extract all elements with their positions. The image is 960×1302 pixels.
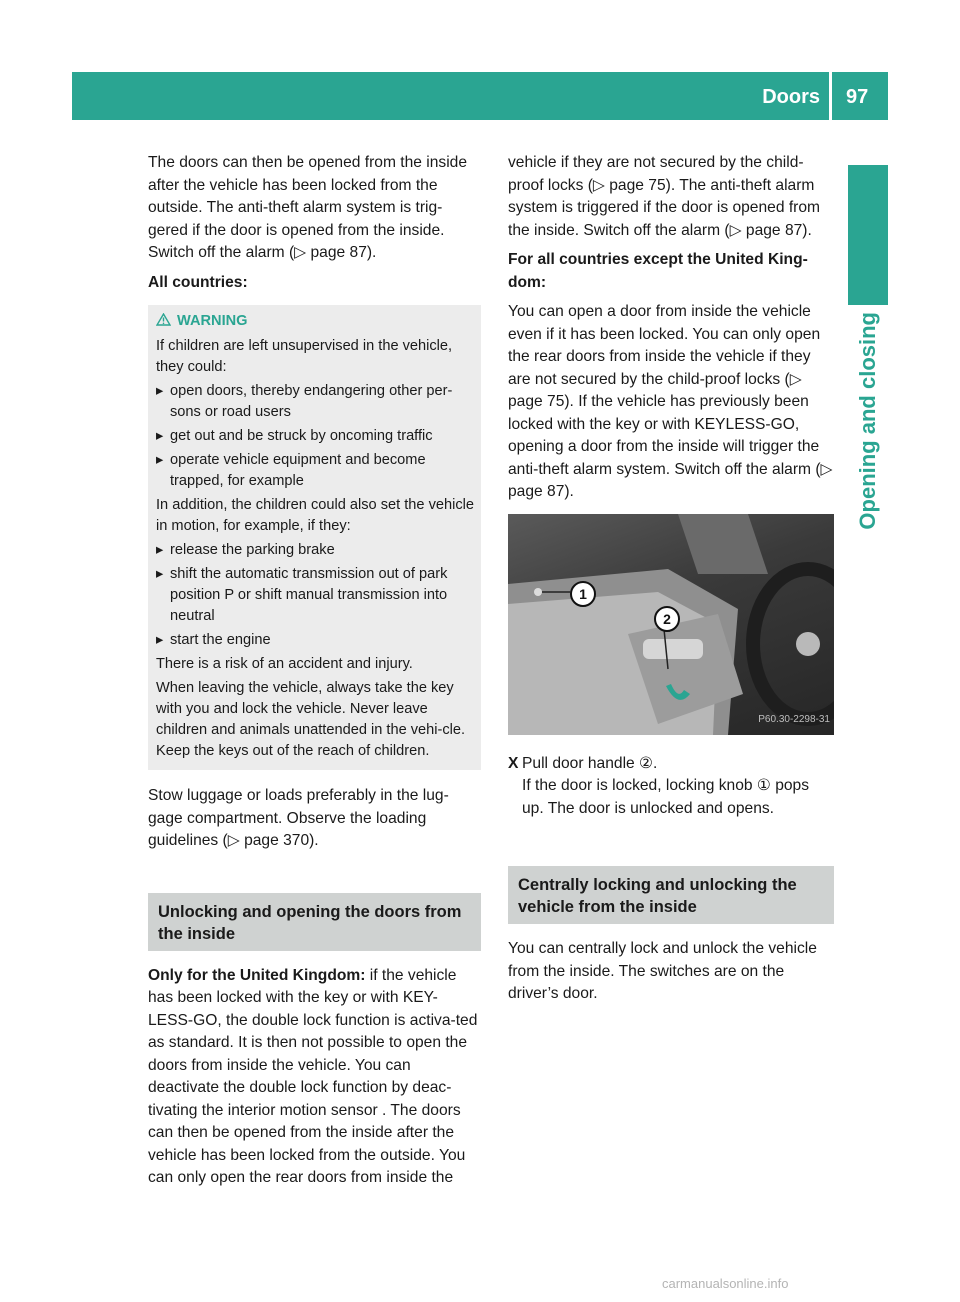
warning-triangle-icon [156, 313, 171, 326]
bullet-item [156, 381, 475, 423]
uk-text: if the vehicle has been locked with the key or with KEY-LESS-GO, the double lock function is activa-ted as standard. It is then not possible to open the doors from inside the vehicle. You can deactivate the double lock function by deac-tivating the interior motion sensor . The doors can then be opened from the inside after the vehicle has been locked from the outside. You can only open the rear doors from inside the [148, 966, 478, 1186]
uk-paragraph [148, 965, 481, 1190]
callout-1: 1 [570, 581, 596, 607]
watermark: carmanualsonline.info [662, 1276, 789, 1291]
all-countries-label: All countries: [148, 273, 248, 291]
bullet-item [156, 450, 475, 492]
door-interior-figure [508, 514, 834, 735]
step-text: If the door is locked, locking knob ① pops up. The door is unlocked and opens. [522, 777, 810, 817]
central-paragraph: You can centrally lock and unlock the vehicle from the inside. The switches are on the driver’s door. [508, 940, 817, 1002]
bullet-text: operate vehicle equipment and become trapped, for example [170, 452, 426, 489]
continuation-paragraph: vehicle if they are not secured by the child-proof locks (▷ page 75). The anti-theft alarm system is triggered if the door is opened from the inside. Switch off the alarm (▷ page 87). [508, 154, 821, 239]
bullet-item [156, 540, 475, 561]
bullet-marker: ▸ [156, 383, 164, 399]
except-uk-paragraph: You can open a door from inside the vehicle even if it has been locked. You can only open the rear doors from inside the vehicle if they are not secured by the child-proof locks (▷ page 75). If the vehicle has previously been locked with the key or with KEYLESS-GO, opening a door from the inside will trigger the anti-theft alarm system. Switch off the alarm (▷ page 87). [508, 303, 833, 500]
bullet-item [156, 426, 475, 447]
bullet-marker: ▸ [156, 452, 164, 468]
uk-label: Only for the United Kingdom: [148, 966, 366, 984]
bullet-item [156, 564, 475, 627]
right-column [508, 152, 834, 1013]
warning-paragraph: When leaving the vehicle, always take the key with you and lock the vehicle. Never leave children and animals unattended in the vehi-cle. Keep the keys out of the reach of children. [156, 680, 466, 759]
section-heading-unlocking: Unlocking and opening the doors from the inside [148, 893, 481, 951]
intro-paragraph: The doors can then be opened from the inside after the vehicle has been locked from the outside. The anti-theft alarm system is trig-gered if the door is opened from the inside. Switch off the alarm (▷ page 87). [148, 154, 468, 261]
bullet-text: start the engine [170, 632, 271, 648]
except-uk-label: For all countries except the United King-dom: [508, 251, 808, 291]
warning-heading [156, 311, 475, 332]
warning-box [148, 305, 481, 770]
bullet-text: open doors, thereby endangering other per-sons or road users [170, 383, 453, 420]
page-number: 97 [846, 86, 869, 108]
stow-paragraph: Stow luggage or loads preferably in the lug-gage compartment. Observe the loading guidelines (▷ page 370). [148, 787, 449, 849]
warning-paragraph: If children are left unsupervised in the vehicle, they could: [156, 338, 453, 375]
warning-paragraph: In addition, the children could also set the vehicle in motion, for example, if they: [156, 497, 475, 534]
instruction-step [508, 753, 834, 821]
section-heading-central-locking: Centrally locking and unlocking the vehicle from the inside [508, 866, 834, 924]
bullet-marker: ▸ [156, 566, 164, 582]
step-marker: X [508, 754, 519, 772]
bullet-item [156, 630, 475, 651]
step-title: Pull door handle ②. [522, 754, 658, 772]
bullet-text: shift the automatic transmission out of park position P or shift manual transmission into neutral [170, 566, 448, 624]
callout-2: 2 [654, 606, 680, 632]
bullet-text: release the parking brake [170, 542, 335, 558]
bullet-marker: ▸ [156, 542, 164, 558]
bullet-marker: ▸ [156, 428, 164, 444]
side-tab-block [848, 165, 888, 305]
left-column [148, 152, 481, 1197]
bullet-marker: ▸ [156, 632, 164, 648]
header-divider [829, 72, 832, 120]
figure-code: P60.30-2298-31 [758, 714, 830, 725]
bullet-text: get out and be struck by oncoming traffic [170, 428, 433, 444]
warning-paragraph: There is a risk of an accident and injury. [156, 656, 413, 672]
side-tab-label: Opening and closing [855, 312, 880, 530]
header-title: Doors [762, 86, 820, 108]
warning-title: WARNING [177, 313, 248, 329]
